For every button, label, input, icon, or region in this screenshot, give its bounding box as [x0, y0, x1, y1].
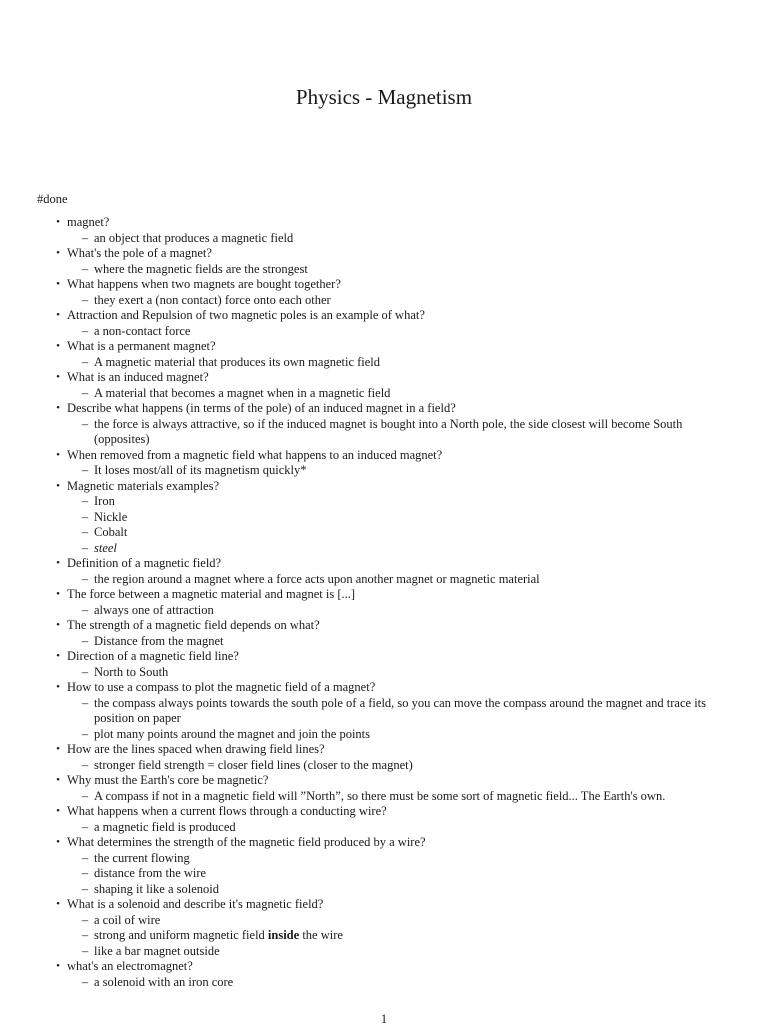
bullet-icon: • — [56, 898, 60, 910]
dash-marker: – — [81, 416, 89, 431]
answer-item — [0, 851, 768, 867]
question-row — [0, 401, 768, 417]
answer-list — [0, 386, 768, 402]
answer-text: plot many points around the magnet and join the points — [94, 726, 371, 741]
answer-item — [0, 758, 768, 774]
question-row — [0, 448, 768, 464]
dash-marker: – — [81, 974, 89, 989]
answer-item — [0, 727, 768, 743]
bullet-icon: • — [56, 588, 60, 600]
question-text: Describe what happens (in terms of the pole) of an induced magnet in a field? — [67, 401, 456, 415]
answer-item — [0, 417, 768, 448]
question-row — [0, 277, 768, 293]
question-text: magnet? — [67, 215, 110, 229]
dash-marker: – — [81, 819, 89, 834]
answer-list — [0, 293, 768, 309]
bullet-icon: • — [56, 448, 60, 461]
answer-item — [0, 928, 768, 944]
question-item — [0, 742, 768, 773]
question-text: Definition of a magnetic field? — [67, 556, 222, 570]
answer-item — [0, 820, 768, 836]
question-row — [0, 773, 768, 789]
answer-text: A compass if not in a magnetic field will ”North”, so there must be some sort of magnetic field... The Earth's own. — [94, 788, 666, 803]
question-item — [0, 959, 768, 990]
question-row — [0, 215, 768, 231]
answer-text: a solenoid with an iron core — [94, 974, 234, 989]
question-text: What is a permanent magnet? — [67, 339, 216, 353]
question-text: What determines the strength of the magnetic field produced by a wire? — [67, 835, 426, 849]
answer-text — [94, 928, 343, 942]
dash-marker: – — [81, 881, 89, 896]
answer-list — [0, 231, 768, 247]
answer-item — [0, 696, 768, 727]
answer-item — [0, 355, 768, 371]
question-row — [0, 556, 768, 572]
bullet-icon: • — [56, 960, 60, 972]
question-row — [0, 742, 768, 758]
dash-marker: – — [81, 602, 89, 617]
bullet-icon: • — [56, 681, 60, 693]
bullet-icon: • — [56, 650, 60, 662]
dash-marker: – — [81, 788, 89, 803]
answer-item — [0, 262, 768, 278]
answer-text: distance from the wire — [94, 866, 207, 880]
question-text: Direction of a magnetic field line? — [67, 649, 239, 663]
question-text: Why must the Earth's core be magnetic? — [67, 773, 269, 787]
answer-item — [0, 944, 768, 960]
answer-list — [0, 913, 768, 960]
bullet-icon: • — [56, 774, 60, 786]
question-item — [0, 370, 768, 401]
answer-list — [0, 665, 768, 681]
question-row — [0, 246, 768, 262]
answer-text: like a bar magnet outside — [94, 943, 220, 958]
question-item — [0, 804, 768, 835]
dash-marker: – — [81, 230, 89, 245]
bullet-icon: • — [56, 278, 60, 290]
question-text: What's the pole of a magnet? — [67, 246, 212, 260]
question-item — [0, 479, 768, 557]
done-tag: #done — [37, 192, 68, 206]
answer-text: Cobalt — [94, 525, 128, 539]
question-item — [0, 246, 768, 277]
answer-item — [0, 975, 768, 991]
answer-text: the compass always points towards the south pole of a field, so you can move the compass around the magnet and trace its position on paper — [94, 695, 706, 725]
dash-marker: – — [81, 494, 89, 508]
answer-text-emphasis: inside — [267, 928, 300, 942]
dash-marker: – — [81, 525, 89, 539]
answer-list — [0, 789, 768, 805]
answer-list — [0, 851, 768, 898]
dash-marker: – — [81, 540, 89, 555]
question-row — [0, 897, 768, 913]
bullet-icon: • — [56, 619, 60, 631]
dash-marker: – — [81, 509, 89, 524]
answer-text: a magnetic field is produced — [94, 819, 236, 834]
question-row — [0, 680, 768, 696]
question-item — [0, 277, 768, 308]
dash-marker: – — [81, 943, 89, 958]
answer-text: Iron — [94, 494, 115, 508]
question-text: what's an electromagnet? — [67, 959, 193, 973]
answer-item — [0, 572, 768, 588]
dash-marker: – — [81, 928, 89, 942]
answer-text: steel — [94, 540, 117, 555]
question-text: The strength of a magnetic field depends on what? — [67, 618, 320, 632]
question-text: What happens when two magnets are bought together? — [67, 277, 341, 291]
answer-list — [0, 603, 768, 619]
answer-item — [0, 913, 768, 929]
question-row — [0, 804, 768, 820]
answer-text: stronger field strength = closer field lines (closer to the magnet) — [94, 757, 413, 772]
bullet-icon: • — [56, 216, 60, 228]
answer-text: a non-contact force — [94, 323, 191, 338]
answer-list — [0, 975, 768, 991]
bullet-icon: • — [56, 309, 60, 321]
dash-marker: – — [81, 292, 89, 307]
answer-list — [0, 355, 768, 371]
question-text: Magnetic materials examples? — [67, 478, 220, 493]
dash-marker: – — [81, 323, 89, 338]
question-item — [0, 339, 768, 370]
dash-marker: – — [81, 571, 89, 586]
answer-list — [0, 758, 768, 774]
dash-marker: – — [81, 463, 89, 477]
answer-text: an object that produces a magnetic field — [94, 230, 294, 245]
question-row — [0, 959, 768, 975]
bullet-icon: • — [56, 836, 60, 848]
dash-marker: – — [81, 385, 89, 400]
bullet-icon: • — [56, 805, 60, 817]
question-text: What is an induced magnet? — [67, 370, 209, 384]
answer-list — [0, 572, 768, 588]
question-text: What is a solenoid and describe it's magnetic field? — [67, 897, 324, 911]
answer-text: North to South — [94, 664, 169, 679]
answer-text: where the magnetic fields are the strongest — [94, 261, 308, 276]
answer-item — [0, 293, 768, 309]
answer-item — [0, 866, 768, 882]
question-row — [0, 618, 768, 634]
bullet-icon: • — [56, 402, 60, 414]
answer-text-post: the wire — [299, 928, 343, 942]
answer-list — [0, 820, 768, 836]
question-row — [0, 835, 768, 851]
answer-item — [0, 634, 768, 650]
dash-marker: – — [81, 866, 89, 880]
answer-item — [0, 603, 768, 619]
dash-marker: – — [81, 633, 89, 648]
question-item — [0, 773, 768, 804]
question-item — [0, 308, 768, 339]
question-row — [0, 308, 768, 324]
bullet-icon: • — [56, 743, 60, 755]
answer-text: they exert a (non contact) force onto each other — [94, 292, 331, 307]
dash-marker: – — [81, 912, 89, 927]
question-item — [0, 680, 768, 742]
question-text: What happens when a current flows through a conducting wire? — [67, 804, 387, 818]
answer-text-pre: strong and uniform magnetic field — [94, 928, 268, 942]
question-row — [0, 479, 768, 495]
bullet-icon: • — [56, 479, 60, 492]
answer-item — [0, 463, 768, 479]
answer-text: always one of attraction — [94, 602, 214, 617]
bullet-icon: • — [56, 340, 60, 352]
dash-marker: – — [81, 757, 89, 772]
question-item — [0, 618, 768, 649]
answer-list — [0, 494, 768, 556]
answer-list — [0, 634, 768, 650]
question-row — [0, 587, 768, 603]
answer-text: shaping it like a solenoid — [94, 881, 219, 896]
answer-text: Distance from the magnet — [94, 633, 224, 648]
dash-marker: – — [81, 726, 89, 741]
bullet-icon: • — [56, 371, 60, 383]
answer-item — [0, 386, 768, 402]
answer-text: Nickle — [94, 509, 128, 524]
page-number: 1 — [380, 1012, 388, 1026]
question-item — [0, 215, 768, 246]
answer-item — [0, 541, 768, 557]
question-item — [0, 401, 768, 448]
question-text: How to use a compass to plot the magnetic field of a magnet? — [67, 680, 376, 694]
answer-text: A material that becomes a magnet when in a magnetic field — [94, 385, 391, 400]
question-item — [0, 556, 768, 587]
bullet-icon: • — [56, 247, 60, 259]
question-row — [0, 339, 768, 355]
question-text: The force between a magnetic material and magnet is [...] — [67, 587, 356, 601]
answer-text: A magnetic material that produces its own magnetic field — [94, 354, 381, 369]
answer-text: It loses most/all of its magnetism quickly* — [94, 463, 307, 477]
dash-marker: – — [81, 664, 89, 679]
dash-marker: – — [81, 261, 89, 276]
answer-list — [0, 417, 768, 448]
dash-marker: – — [81, 354, 89, 369]
question-text: How are the lines spaced when drawing field lines? — [67, 742, 325, 756]
question-item — [0, 649, 768, 680]
bullet-icon: • — [56, 557, 60, 569]
answer-item — [0, 789, 768, 805]
question-text: Attraction and Repulsion of two magnetic poles is an example of what? — [67, 308, 425, 322]
answer-text: the current flowing — [94, 850, 190, 865]
page-title: Physics - Magnetism — [295, 85, 473, 109]
answer-item — [0, 665, 768, 681]
answer-item — [0, 494, 768, 510]
answer-item — [0, 525, 768, 541]
answer-item — [0, 510, 768, 526]
dash-marker: – — [81, 695, 89, 710]
answer-item — [0, 231, 768, 247]
answer-item — [0, 324, 768, 340]
question-list — [0, 215, 768, 990]
answer-item — [0, 882, 768, 898]
question-item — [0, 897, 768, 959]
answer-text: a coil of wire — [94, 912, 161, 927]
question-row — [0, 649, 768, 665]
question-item — [0, 587, 768, 618]
question-text: When removed from a magnetic field what happens to an induced magnet? — [67, 447, 443, 462]
answer-list — [0, 324, 768, 340]
answer-text: the region around a magnet where a force acts upon another magnet or magnetic material — [94, 571, 540, 586]
answer-text: the force is always attractive, so if the induced magnet is bought into a North pole, the side closest will become South (opposites) — [94, 416, 683, 446]
answer-list — [0, 463, 768, 479]
answer-list — [0, 696, 768, 743]
answer-list — [0, 262, 768, 278]
question-item — [0, 835, 768, 897]
question-item — [0, 448, 768, 479]
dash-marker: – — [81, 850, 89, 865]
question-row — [0, 370, 768, 386]
